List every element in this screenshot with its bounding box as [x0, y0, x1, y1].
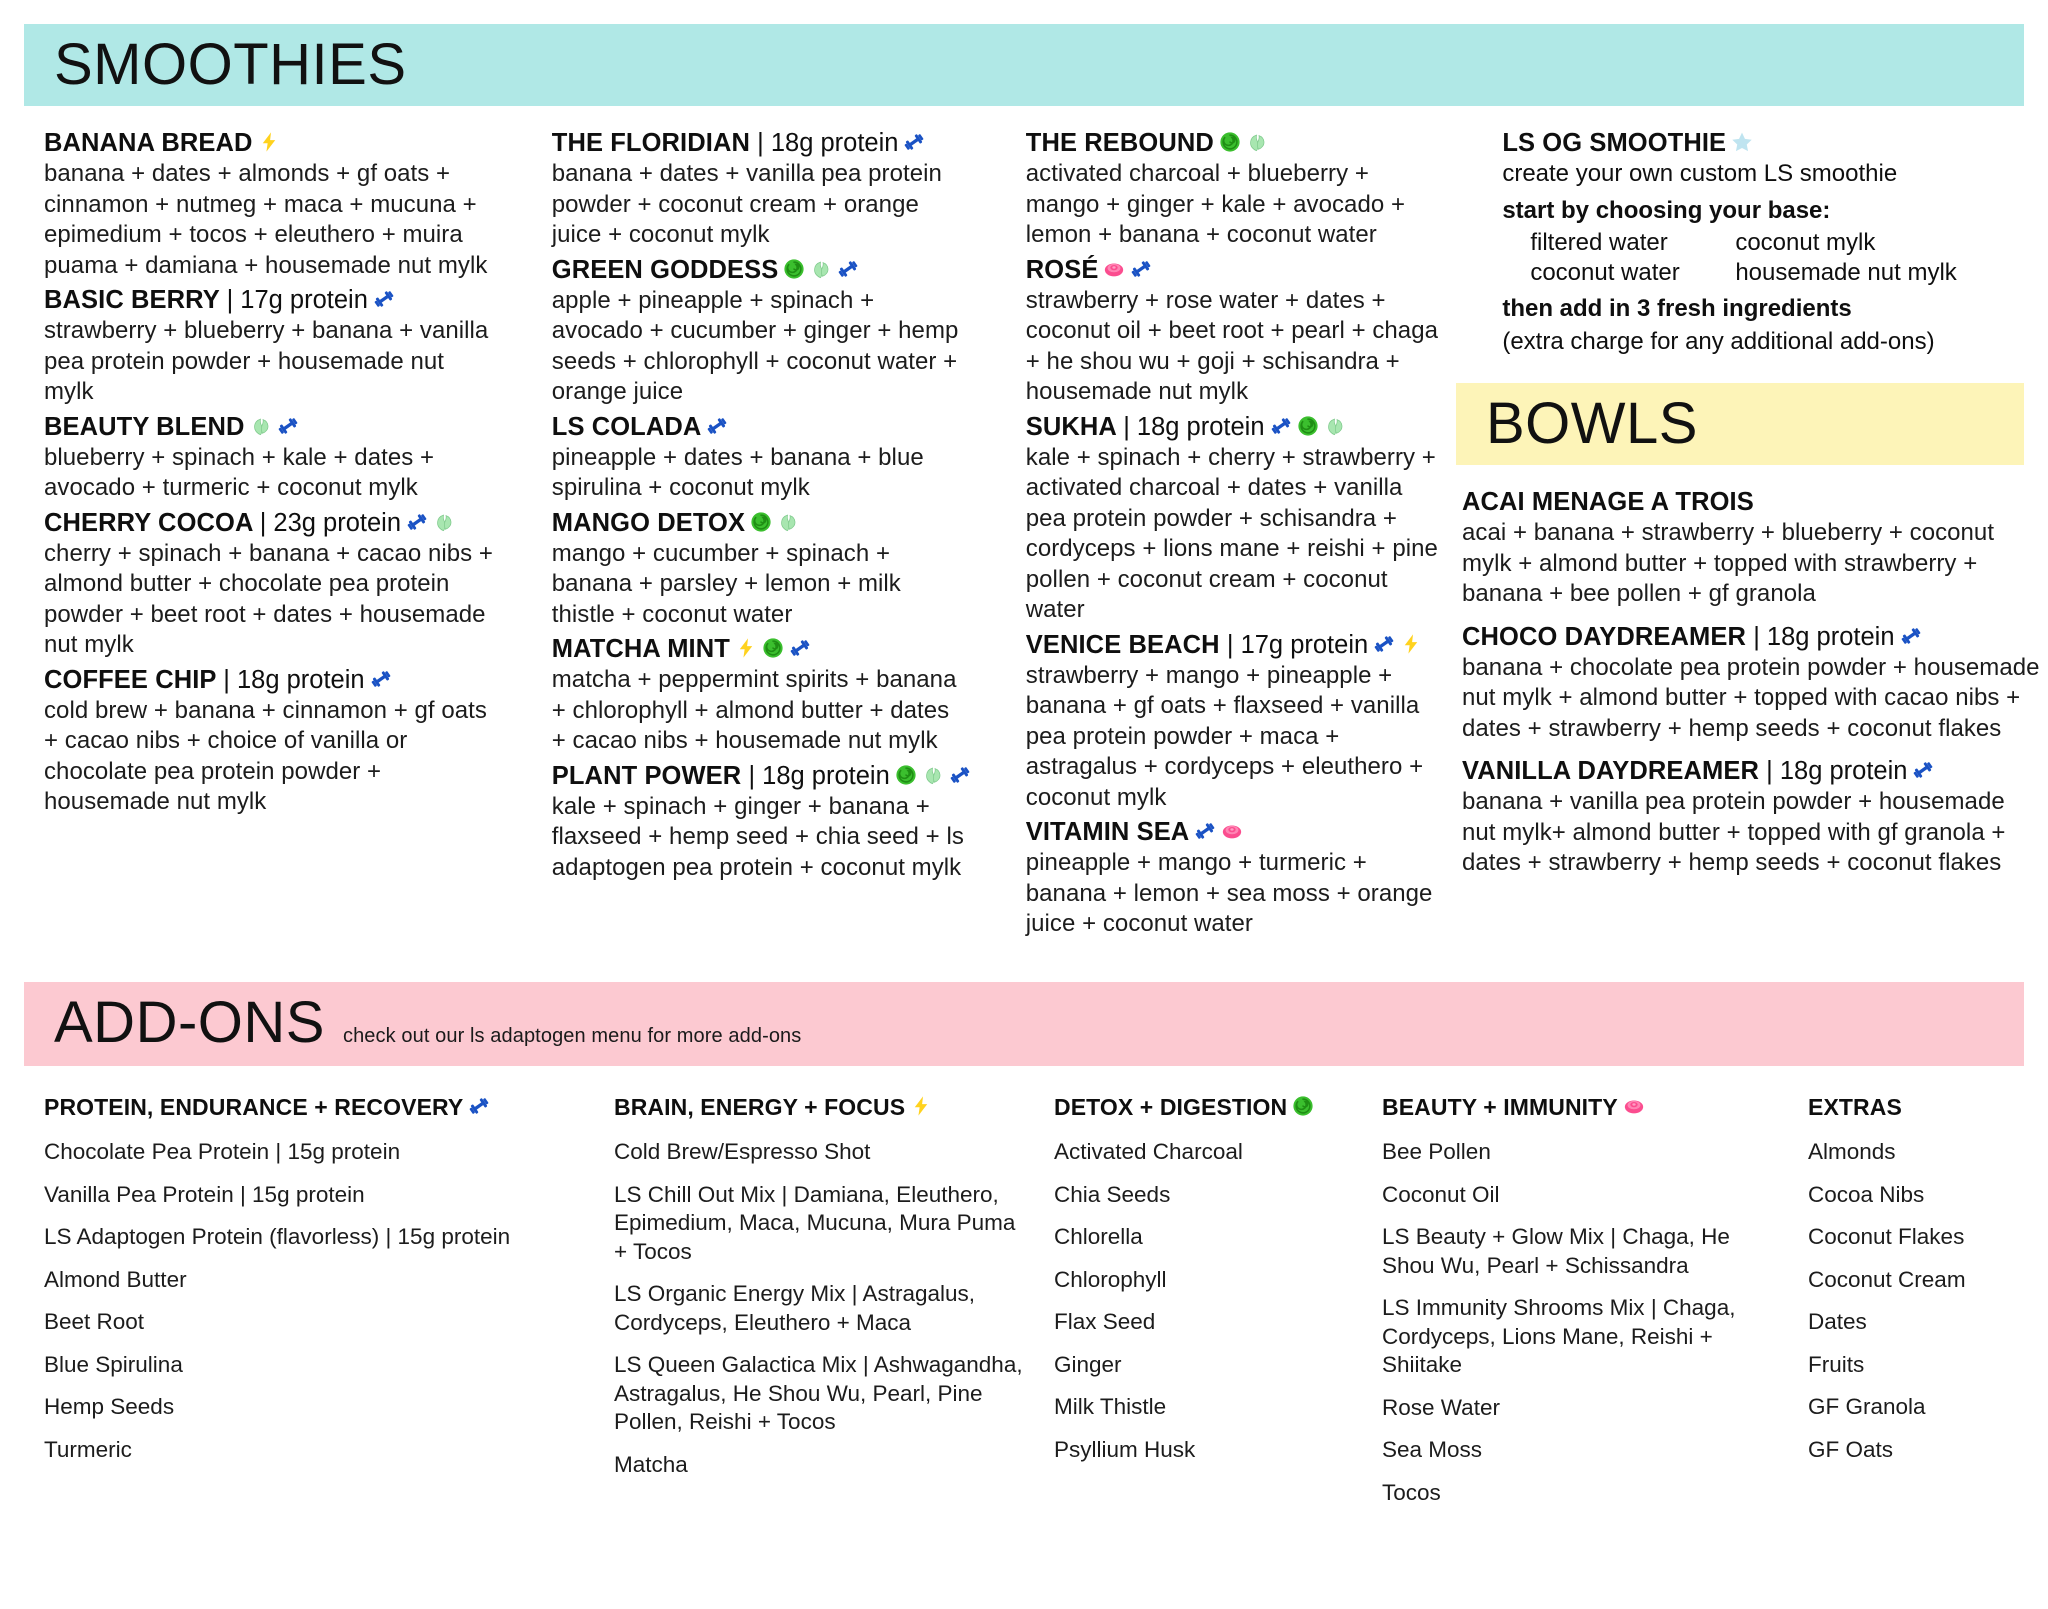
addon-item[interactable]: Rose Water	[1382, 1394, 1500, 1420]
dumbbell-icon	[1373, 633, 1395, 655]
menu-item[interactable]	[1026, 630, 1449, 814]
addon-item[interactable]: Fruits	[1808, 1351, 1865, 1377]
ls-og-title: LS OG SMOOTHIE	[1502, 129, 1727, 157]
menu-item-description: kale + spinach + cherry + strawberry + activated charcoal + dates + vanilla pea protein powder + schisandra + cordyceps + lions mane + reishi + pine pollen + coconut cream + coconut water	[1025, 443, 1438, 623]
rose-icon	[1623, 1095, 1645, 1117]
herb-icon	[433, 511, 455, 533]
dumbbell-icon	[370, 668, 392, 690]
menu-item[interactable]	[44, 665, 496, 818]
addon-item[interactable]: Chlorophyll	[1054, 1266, 1167, 1292]
menu-item-description: activated charcoal + blueberry + mango + ginger + kale + avocado + lemon + banana + coconut water	[1025, 160, 1406, 248]
dumbbell-icon	[277, 415, 299, 437]
dumbbell-icon	[468, 1095, 490, 1117]
ls-og-smoothie-block	[1502, 128, 2032, 357]
menu-item-description: pineapple + mango + turmeric + banana + lemon + sea moss + orange juice + coconut water	[1025, 849, 1433, 937]
menu-item-title: LS COLADA	[551, 412, 702, 441]
menu-item-title: VITAMIN SEA	[1025, 818, 1190, 846]
menu-item[interactable]	[1026, 817, 1449, 940]
addon-item[interactable]: Cold Brew/Espresso Shot	[614, 1139, 871, 1164]
addons-column-detox	[1054, 1092, 1354, 1521]
menu-item-name	[44, 128, 496, 159]
addons-columns	[0, 1092, 2048, 1521]
addon-item[interactable]: Almonds	[1808, 1139, 1896, 1164]
addon-item[interactable]: Coconut Cream	[1808, 1266, 1966, 1292]
menu-item-name	[1462, 756, 2042, 787]
addon-item[interactable]: LS Organic Energy Mix | Astragalus, Cordyceps, Eleuthero + Maca	[614, 1281, 975, 1335]
dumbbell-icon	[406, 511, 428, 533]
ls-og-base-options	[1502, 228, 2032, 288]
addons-section-banner	[24, 982, 2024, 1066]
spiral-icon	[762, 637, 784, 659]
menu-item-description: cherry + spinach + banana + cacao nibs + almond butter + chocolate pea protein powder + beet root + dates + housemade nut mylk	[44, 539, 493, 658]
ls-og-base-option[interactable]: coconut mylk	[1735, 228, 1876, 256]
addons-subtitle: check out our ls adaptogen menu for more add-ons	[342, 1025, 802, 1047]
ls-og-base-label: start by choosing your base:	[1502, 196, 1831, 224]
addon-item[interactable]: Sea Moss	[1382, 1437, 1483, 1462]
menu-item-title: SUKHA	[1025, 412, 1116, 441]
addons-heading-text: BEAUTY + IMMUNITY	[1382, 1094, 1618, 1120]
menu-item-name	[1026, 630, 1449, 661]
menu-item-title: GREEN GODDESS	[551, 255, 779, 284]
ls-og-add-note: (extra charge for any additional add-ons)	[1502, 327, 1935, 355]
addons-column-brain	[614, 1092, 1024, 1521]
menu-item-protein: | 18g protein	[1766, 757, 1908, 785]
addon-item[interactable]: Almond Butter	[44, 1266, 187, 1292]
addon-item[interactable]: Blue Spirulina	[44, 1351, 183, 1377]
menu-item-protein: | 18g protein	[1753, 622, 1895, 651]
menu-item-protein: | 23g protein	[259, 508, 402, 537]
dumbbell-icon	[837, 258, 859, 280]
ls-og-base-option[interactable]: coconut water	[1530, 258, 1680, 286]
addon-item[interactable]: Cocoa Nibs	[1808, 1181, 1925, 1207]
menu-item-description: acai + banana + strawberry + blueberry + coconut mylk + almond butter + topped with strawberry + banana + bee pollen + gf granola	[1462, 519, 1995, 607]
addon-item[interactable]: Bee Pollen	[1382, 1139, 1491, 1164]
herb-icon	[922, 764, 944, 786]
bolt-icon	[735, 637, 757, 659]
menu-item[interactable]	[1026, 412, 1449, 626]
menu-item-description: strawberry + mango + pineapple + banana + gf oats + flaxseed + vanilla pea protein powder + maca + astragalus + cordyceps + eleuthero + coconut mylk	[1025, 661, 1424, 811]
smoothies-title: SMOOTHIES	[54, 32, 407, 97]
dumbbell-icon	[1194, 820, 1216, 842]
dumbbell-icon	[373, 288, 395, 310]
spiral-icon	[895, 764, 917, 786]
addon-item[interactable]: Tocos	[1382, 1479, 1441, 1505]
menu-item-description: matcha + peppermint spirits + banana + chlorophyll + almond butter + dates + cacao nibs + housemade nut mylk	[551, 666, 957, 754]
menu-item[interactable]	[44, 508, 496, 661]
addon-item[interactable]: LS Beauty + Glow Mix | Chaga, He Shou Wu, Pearl + Schissandra	[1382, 1224, 1730, 1278]
menu-item-title: BANANA BREAD	[44, 129, 253, 157]
menu-item-title: VANILLA DAYDREAMER	[1462, 757, 1759, 785]
dumbbell-icon	[949, 764, 971, 786]
menu-item-description: apple + pineapple + spinach + avocado + cucumber + ginger + hemp seeds + chlorophyll + coconut water + orange juice	[551, 286, 959, 405]
addon-item[interactable]: Hemp Seeds	[44, 1394, 175, 1419]
menu-item-protein: | 18g protein	[757, 129, 899, 157]
menu-item-name	[552, 634, 966, 665]
addon-item[interactable]: Chlorella	[1054, 1224, 1143, 1249]
star-icon	[1731, 131, 1753, 153]
menu-item-title: CHERRY COCOA	[44, 508, 253, 537]
menu-item-title: MATCHA MINT	[551, 635, 730, 663]
dumbbell-icon	[789, 637, 811, 659]
ls-og-base-option[interactable]: housemade nut mylk	[1735, 258, 1957, 286]
menu-item-description: blueberry + spinach + kale + dates + avocado + turmeric + coconut mylk	[44, 443, 435, 501]
menu-item-protein: | 17g protein	[1226, 630, 1369, 659]
addon-item[interactable]: Ginger	[1054, 1351, 1122, 1377]
bolt-icon	[258, 131, 280, 153]
ls-og-base-option[interactable]: filtered water	[1530, 228, 1668, 256]
menu-item-title: ROSÉ	[1025, 255, 1099, 284]
addon-item[interactable]: LS Queen Galactica Mix | Ashwagandha, Astragalus, He Shou Wu, Pearl, Pine Pollen, Reishi + Tocos	[614, 1352, 1023, 1434]
menu-item-name	[1026, 817, 1449, 848]
menu-item-name	[44, 665, 496, 696]
addon-item[interactable]: LS Adaptogen Protein (flavorless) | 15g protein	[44, 1224, 511, 1249]
addon-item[interactable]: Activated Charcoal	[1054, 1139, 1243, 1164]
addon-item[interactable]: Matcha	[614, 1451, 688, 1477]
menu-item-description: cold brew + banana + cinnamon + gf oats + cacao nibs + choice of vanilla or chocolate pea protein powder + housemade nut mylk	[44, 696, 487, 815]
addon-item[interactable]: GF Granola	[1808, 1394, 1926, 1419]
herb-icon	[1246, 131, 1268, 153]
addons-heading-text: DETOX + DIGESTION	[1054, 1094, 1288, 1120]
herb-icon	[810, 258, 832, 280]
addon-item[interactable]: Vanilla Pea Protein | 15g protein	[44, 1181, 365, 1207]
addon-item[interactable]: Chia Seeds	[1054, 1181, 1171, 1207]
menu-item-title: PLANT POWER	[551, 761, 742, 790]
addon-item[interactable]: Dates	[1808, 1309, 1867, 1334]
menu-item-name	[552, 255, 966, 286]
menu-item-name	[44, 412, 496, 443]
addons-heading-text: PROTEIN, ENDURANCE + RECOVERY	[44, 1094, 464, 1120]
spiral-icon	[750, 511, 772, 533]
menu-item[interactable]	[552, 761, 966, 884]
menu-item[interactable]	[1026, 255, 1449, 408]
addons-column-extras	[1808, 1092, 2048, 1521]
addon-item[interactable]: Psyllium Husk	[1054, 1436, 1196, 1462]
addons-heading-text: EXTRAS	[1808, 1094, 1902, 1120]
herb-icon	[250, 415, 272, 437]
menu-item-description: mango + cucumber + spinach + banana + parsley + lemon + milk thistle + coconut water	[551, 539, 901, 628]
menu-item-title: MANGO DETOX	[551, 508, 746, 537]
addons-heading	[1808, 1092, 2048, 1122]
herb-icon	[777, 511, 799, 533]
menu-item[interactable]	[44, 285, 496, 408]
menu-item-title: CHOCO DAYDREAMER	[1462, 622, 1747, 651]
menu-item[interactable]	[1026, 128, 1449, 251]
menu-item-title: ACAI MENAGE A TROIS	[1462, 488, 1754, 516]
addon-item[interactable]: Chocolate Pea Protein | 15g protein	[44, 1139, 401, 1164]
bowls-section-banner	[1456, 383, 2024, 465]
addons-heading	[614, 1092, 1024, 1122]
addons-column-beauty	[1382, 1092, 1782, 1521]
menu-item-name	[44, 285, 496, 316]
addons-column-protein	[44, 1092, 584, 1521]
rose-icon	[1103, 258, 1125, 280]
menu-item[interactable]	[1462, 756, 2042, 879]
addon-item[interactable]: Beet Root	[44, 1309, 145, 1334]
smoothies-section-banner	[24, 24, 2024, 106]
menu-item-name	[552, 128, 966, 159]
smoothies-column-3	[1026, 128, 1465, 944]
rose-icon	[1221, 820, 1243, 842]
addons-heading	[1054, 1092, 1354, 1122]
dumbbell-icon	[1130, 258, 1152, 280]
smoothies-column-2	[552, 128, 982, 944]
menu-item-description: banana + vanilla pea protein powder + housemade nut mylk+ almond butter + topped with gf granola + dates + strawberry + hemp seeds + coconut flakes	[1462, 788, 2006, 876]
addon-item[interactable]: Turmeric	[44, 1436, 132, 1462]
menu-item-title: BEAUTY BLEND	[44, 412, 245, 441]
menu-item-name	[1462, 622, 2042, 653]
menu-item-name	[1026, 255, 1449, 286]
menu-item-title: THE FLORIDIAN	[551, 129, 750, 157]
smoothies-column-1	[44, 128, 512, 944]
addon-item[interactable]: Flax Seed	[1054, 1309, 1156, 1334]
dumbbell-icon	[903, 131, 925, 153]
menu-item-description: banana + dates + almonds + gf oats + cinnamon + nutmeg + maca + mucuna + epimedium + tocos + eleuthero + muira puama + damiana + housemade nut mylk	[44, 160, 488, 279]
menu-item[interactable]	[552, 128, 966, 251]
menu-item[interactable]	[44, 412, 496, 504]
menu-item-name	[552, 508, 966, 539]
menu-item-description: strawberry + rose water + dates + coconut oil + beet root + pearl + chaga + he shou wu + goji + schisandra + housemade nut mylk	[1025, 286, 1439, 405]
addons-heading	[44, 1092, 584, 1122]
addon-item[interactable]: GF Oats	[1808, 1436, 1894, 1462]
menu-item-name	[1026, 128, 1449, 159]
menu-item-name	[1462, 487, 2042, 518]
spiral-icon	[1219, 131, 1241, 153]
dumbbell-icon	[1912, 759, 1934, 781]
menu-item-title: COFFEE CHIP	[44, 665, 217, 694]
menu-item-title: BASIC BERRY	[44, 286, 220, 314]
addon-item[interactable]: Coconut Oil	[1382, 1181, 1500, 1207]
bowls-title: BOWLS	[1486, 391, 1698, 456]
addon-item[interactable]: LS Immunity Shrooms Mix | Chaga, Cordyceps, Lions Mane, Reishi + Shiitake	[1382, 1295, 1736, 1377]
menu-item-name	[552, 761, 966, 792]
addons-heading	[1382, 1092, 1782, 1122]
menu-item-name	[1026, 412, 1449, 443]
menu-item-protein: | 18g protein	[223, 665, 365, 694]
dumbbell-icon	[706, 415, 728, 437]
menu-item-title: THE REBOUND	[1025, 129, 1214, 157]
herb-icon	[1324, 415, 1346, 437]
menu-item-protein: | 18g protein	[1123, 412, 1265, 441]
ls-og-name	[1502, 128, 2032, 159]
ls-og-add-label: then add in 3 fresh ingredients	[1502, 294, 1852, 322]
bowls-list	[1462, 487, 2042, 891]
spiral-icon	[1292, 1095, 1314, 1117]
menu-item[interactable]	[552, 412, 966, 504]
spiral-icon	[783, 258, 805, 280]
spiral-icon	[1297, 415, 1319, 437]
addon-item[interactable]: Milk Thistle	[1054, 1394, 1167, 1419]
addons-heading-text: BRAIN, ENERGY + FOCUS	[614, 1094, 906, 1120]
menu-item[interactable]	[44, 128, 496, 281]
menu-item-description: strawberry + blueberry + banana + vanilla pea protein powder + housemade nut mylk	[44, 317, 489, 405]
menu-item[interactable]	[552, 508, 966, 631]
dumbbell-icon	[1270, 415, 1292, 437]
menu-item-name	[552, 412, 966, 443]
bolt-icon	[910, 1095, 932, 1117]
menu-item-protein: | 18g protein	[748, 761, 890, 790]
menu-item-description: kale + spinach + ginger + banana + flaxseed + hemp seed + chia seed + ls adaptogen pea protein + coconut mylk	[551, 792, 964, 881]
menu-item-description: pineapple + dates + banana + blue spirulina + coconut mylk	[551, 443, 924, 501]
menu-item-name	[44, 508, 496, 539]
menu-item-description: banana + dates + vanilla pea protein powder + coconut cream + orange juice + coconut mylk	[551, 160, 942, 248]
menu-item[interactable]	[552, 255, 966, 408]
dumbbell-icon	[1900, 625, 1922, 647]
addons-title: ADD-ONS	[54, 990, 325, 1055]
menu-item[interactable]	[552, 634, 966, 757]
addon-item[interactable]: LS Chill Out Mix | Damiana, Eleuthero, Epimedium, Maca, Mucuna, Mura Puma + Tocos	[614, 1181, 1016, 1264]
bolt-icon	[1400, 633, 1422, 655]
menu-item[interactable]	[1462, 622, 2042, 745]
menu-item[interactable]	[1462, 487, 2042, 610]
addon-item[interactable]: Coconut Flakes	[1808, 1224, 1965, 1249]
ls-og-tagline: create your own custom LS smoothie	[1502, 160, 1898, 187]
menu-item-title: VENICE BEACH	[1025, 630, 1220, 659]
menu-item-description: banana + chocolate pea protein powder + housemade nut mylk + almond butter + topped with cacao nibs + dates + strawberry + hemp seeds + coconut flakes	[1462, 653, 2040, 742]
menu-item-protein: | 17g protein	[226, 286, 368, 314]
